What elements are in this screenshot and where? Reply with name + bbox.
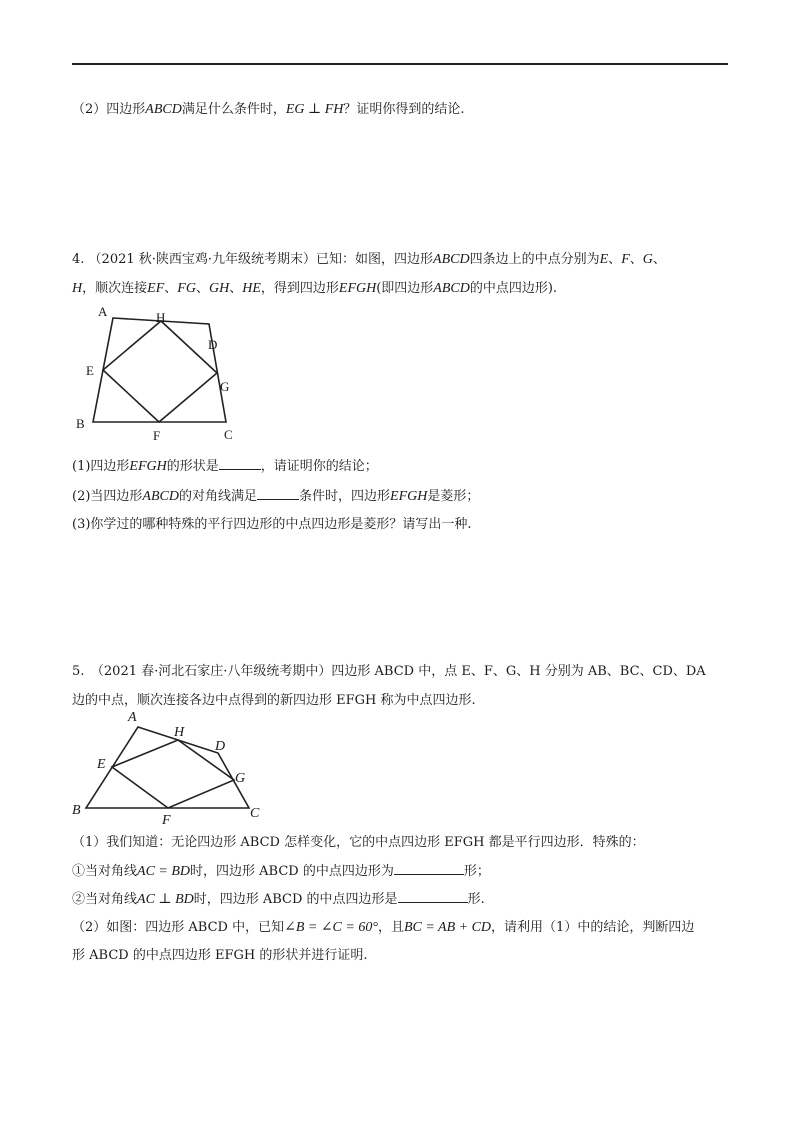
q4-label-b: B [76, 416, 85, 431]
q5-label-a: A [128, 710, 137, 725]
q5-p1: （1）我们知道：无论四边形 ABCD 怎样变化，它的中点四边形 EFGH 都是平行四边形．特殊的： [72, 835, 645, 850]
q5-label-f: F [162, 813, 171, 828]
q5-line1: 5. （2021 春·河北石家庄·八年级统考期中）四边形 ABCD 中，点 E、F、G、H 分别为 AB、BC、CD、DA [72, 664, 706, 679]
q5-c1-blank [394, 862, 464, 875]
q4-p2-blank [257, 487, 299, 500]
q4-label-g: G [220, 379, 230, 394]
q4-label-f: F [153, 428, 161, 443]
q4-quad-efgh [103, 321, 217, 422]
q5-line2: 边的中点，顺次连接各边中点得到的新四边形 EFGH 称为中点四边形. [72, 693, 476, 708]
q5-c1: ①当对角线AC = BD时，四边形 ABCD 的中点四边形为 形； [72, 864, 490, 879]
q3-part2-text: （2）四边形ABCD满足什么条件时，EG ⊥ FH？证明你得到的结论. [72, 102, 465, 117]
q5-c2: ②当对角线AC ⊥ BD时，四边形 ABCD 的中点四边形是 形. [72, 892, 485, 907]
q5-label-d: D [215, 739, 226, 754]
q4-line2: H，顺次连接EF、FG、GH、HE，得到四边形EFGH(即四边形ABCD的中点四边形). [72, 281, 558, 296]
q5-label-b: B [72, 803, 81, 818]
q5-p2a: （2）如图：四边形 ABCD 中，已知∠B = ∠C = 60°，且BC = AB + CD，请利用（1）中的结论，判断四边 [72, 920, 695, 935]
q5-figure [68, 705, 278, 828]
q4-figure [70, 300, 250, 450]
q5-p2b: 形 ABCD 的中点四边形 EFGH 的形状并进行证明. [72, 948, 368, 963]
q4-p1: (1)四边形EFGH的形状是 ，请证明你的结论； [72, 459, 378, 474]
q4-p2: (2)当四边形ABCD的对角线满足 条件时，四边形EFGH是菱形； [72, 489, 480, 504]
q4-p1-blank [219, 457, 261, 470]
q4-label-h: H [156, 310, 166, 325]
q5-label-h: H [174, 725, 185, 740]
q4-label-d: D [208, 337, 218, 352]
header-rule [72, 63, 728, 65]
q5-label-g: G [235, 771, 246, 786]
q4-label-e: E [86, 363, 94, 378]
q5-label-c: C [250, 806, 260, 821]
q4-line1: 4. （2021 秋·陕西宝鸡·九年级统考期末）已知：如图，四边形ABCD四条边上的中点分别为E、F、G、 [72, 252, 666, 267]
q4-quad-abcd [93, 318, 226, 422]
q4-label-a: A [98, 304, 108, 319]
q5-c2-blank [398, 890, 468, 903]
q5-label-e: E [97, 757, 106, 772]
q4-p3: (3)你学过的哪种特殊的平行四边形的中点四边形是菱形？请写出一种. [72, 517, 472, 532]
q4-label-c: C [224, 427, 233, 442]
